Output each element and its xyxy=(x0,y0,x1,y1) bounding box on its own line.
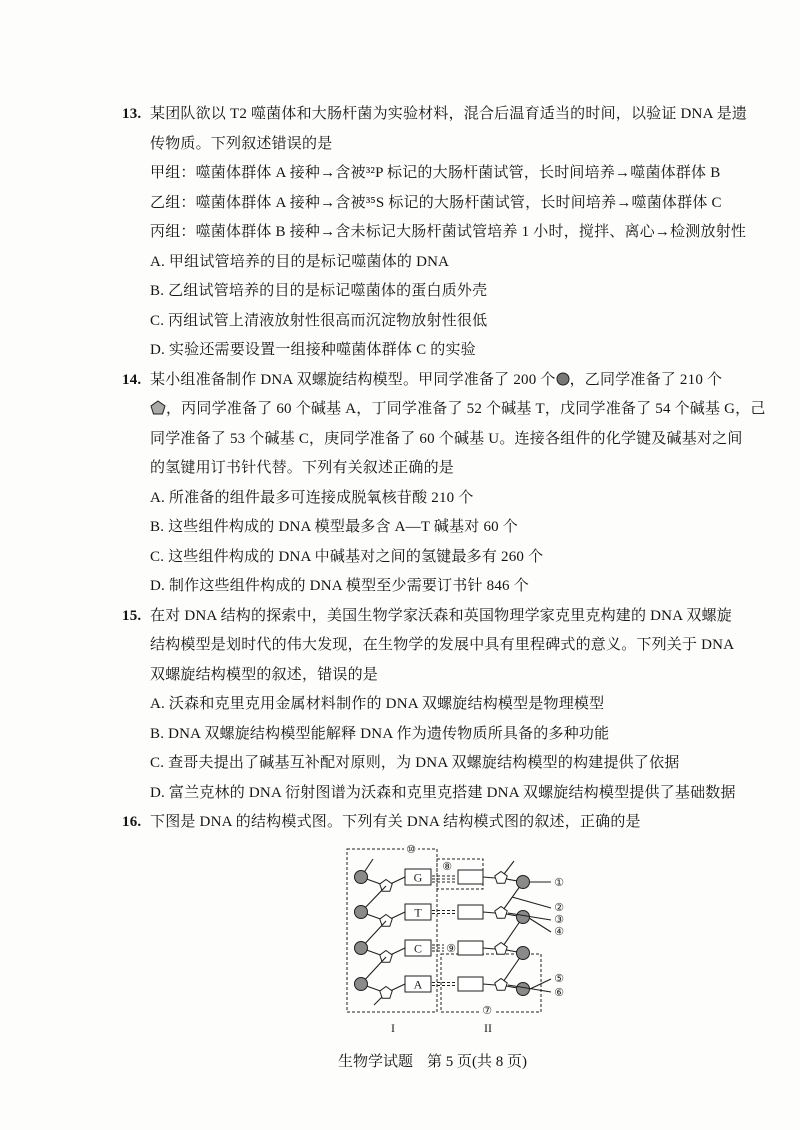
option-d: D. 富兰克林的 DNA 衍射图谱为沃森和克里克搭建 DNA 双螺旋结构模型提供了基础数据 xyxy=(150,784,736,801)
phosphate-circle-icon xyxy=(556,372,570,386)
stem-line: 同学准备了 53 个碱基 C，庚同学准备了 60 个碱基 U。连接各组件的化学键及碱基对之间 xyxy=(150,430,743,447)
marker-1: ① xyxy=(554,876,564,889)
deoxyribose xyxy=(380,880,392,892)
stem-line: 某团队欲以 T2 噬菌体和大肠杆菌为实验材料，混合后温育适当的时间，以验证 DNA 是遗 xyxy=(150,106,748,122)
phosphate-group xyxy=(517,876,530,889)
option-c: C. 查哥夫提出了碱基互补配对原则，为 DNA 双螺旋结构模型的构建提供了依据 xyxy=(150,755,680,771)
question-number: 15. xyxy=(122,607,142,624)
option-d: D. 制作这些组件构成的 DNA 模型至少需要订书针 846 个 xyxy=(150,578,529,594)
marker-8: ⑧ xyxy=(442,860,452,873)
phosphate-group xyxy=(355,978,368,991)
question-16 xyxy=(122,808,770,838)
option-a: A. 沃森和克里克用金属材料制作的 DNA 双螺旋结构模型是物理模型 xyxy=(150,696,605,712)
region-label-ii: II xyxy=(484,1021,492,1035)
marker-4: ④ xyxy=(554,925,564,938)
phosphate-group xyxy=(355,871,368,884)
base-box-right xyxy=(458,870,483,884)
deoxyribose xyxy=(380,915,392,927)
marker-2: ② xyxy=(554,901,564,914)
stem-line: 在对 DNA 结构的探索中，美国生物学家沃森和英国物理学家克里克构建的 DNA 双螺旋 xyxy=(150,607,732,624)
leader-line xyxy=(529,918,551,932)
phosphate-group xyxy=(517,947,530,960)
base-letter: G xyxy=(413,870,423,885)
stem-line-part: ，乙同学准备了 210 个 xyxy=(569,371,723,388)
option-b: B. 乙组试管培养的目的是标记噬菌体的蛋白质外壳 xyxy=(150,283,488,299)
base-letter: T xyxy=(414,905,422,920)
group-jia: 甲组：噬菌体群体 A 接种→含被³²P 标记的大肠杆菌试管，长时间培养→噬菌体群体 B xyxy=(150,165,721,181)
deoxyribose-pentagon-icon xyxy=(150,400,166,415)
glycosidic-bond xyxy=(483,877,495,878)
base-box-right xyxy=(458,977,483,991)
stem-line: 下图是 DNA 的结构模式图。下列有关 DNA 结构模式图的叙述，正确的是 xyxy=(150,814,641,830)
option-b: B. DNA 双螺旋结构模型能解释 DNA 作为遗传物质所具备的多种功能 xyxy=(150,725,610,742)
option-a: A. 所准备的组件最多可连接成脱氧核苷酸 210 个 xyxy=(150,489,474,506)
question-14 xyxy=(122,366,770,602)
stem-line-part: ，丙同学准备了 60 个碱基 A，丁同学准备了 52 个碱基 T，戊同学准备了 54 个碱基 G，己 xyxy=(166,401,766,417)
marker-7: ⑦ xyxy=(482,1004,492,1017)
glycosidic-bond xyxy=(483,948,495,949)
question-stem xyxy=(122,100,770,130)
marker-10: ⑩ xyxy=(406,843,416,856)
deoxyribose xyxy=(380,951,392,963)
option-c: C. 丙组试管上清液放射性很高而沉淀物放射性很低 xyxy=(150,312,488,329)
question-number: 14. xyxy=(122,371,142,388)
footer-page-number: 第 5 页(共 8 页) xyxy=(427,1054,528,1070)
stem-line: 的氢键用订书针代替。下列有关叙述正确的是 xyxy=(150,460,455,476)
deoxyribose xyxy=(495,872,507,884)
deoxyribose xyxy=(495,979,507,991)
dna-structure-diagram xyxy=(330,835,580,1045)
marker-5: ⑤ xyxy=(554,972,564,985)
footer-subject: 生物学试题 xyxy=(338,1054,414,1070)
marker-3: ③ xyxy=(554,913,564,926)
stem-line: 双螺旋结构模型的叙述，错误的是 xyxy=(150,666,379,683)
stem-line xyxy=(150,395,770,425)
glycosidic-bond xyxy=(483,984,495,985)
option-d: D. 实验还需要设置一组接种噬菌体群体 C 的实验 xyxy=(150,342,476,358)
question-number: 13. xyxy=(122,106,142,122)
base-box-right xyxy=(458,941,483,955)
stem-line: 某小组准备制作 DNA 双螺旋结构模型。甲同学准备了 200 个 xyxy=(150,371,556,388)
stem-line: 传物质。下列叙述错误的是 xyxy=(150,135,333,152)
phosphate-group xyxy=(517,911,530,924)
page-footer xyxy=(338,1050,527,1071)
deoxyribose xyxy=(495,907,507,919)
question-list xyxy=(122,100,770,838)
deoxyribose xyxy=(380,987,392,999)
option-c: C. 这些组件构成的 DNA 中碱基对之间的氢键最多有 260 个 xyxy=(150,548,544,565)
question-13 xyxy=(122,100,770,366)
deoxyribose xyxy=(495,943,507,955)
stem-line: 结构模型是划时代的伟大发现，在生物学的发展中具有里程碑式的意义。下列关于 DNA xyxy=(150,637,735,653)
question-number: 16. xyxy=(122,814,142,830)
group-yi: 乙组：噬菌体群体 A 接种→含被³⁵S 标记的大肠杆菌试管，长时间培养→噬菌体群体 C xyxy=(150,194,722,211)
region-label-i: I xyxy=(391,1021,395,1035)
base-box-right xyxy=(458,905,483,919)
marker-6: ⑥ xyxy=(554,986,564,999)
base-letter: A xyxy=(413,977,423,992)
leader-line xyxy=(512,897,551,908)
option-b: B. 这些组件构成的 DNA 模型最多含 A—T 碱基对 60 个 xyxy=(150,519,519,535)
question-stem xyxy=(122,366,770,396)
question-stem xyxy=(122,602,770,632)
phosphate-group xyxy=(355,906,368,919)
marker-9: ⑨ xyxy=(446,942,456,955)
question-15 xyxy=(122,602,770,809)
glycosidic-bond xyxy=(483,912,495,913)
group-bing: 丙组：噬菌体群体 B 接种→含未标记大肠杆菌试管培养 1 小时，搅拌、离心→检测放射性 xyxy=(150,224,747,240)
base-letter: C xyxy=(413,941,423,956)
phosphate-group xyxy=(517,983,530,996)
phosphate-group xyxy=(355,942,368,955)
question-stem xyxy=(122,808,770,838)
option-a: A. 甲组试管培养的目的是标记噬菌体的 DNA xyxy=(150,253,450,270)
